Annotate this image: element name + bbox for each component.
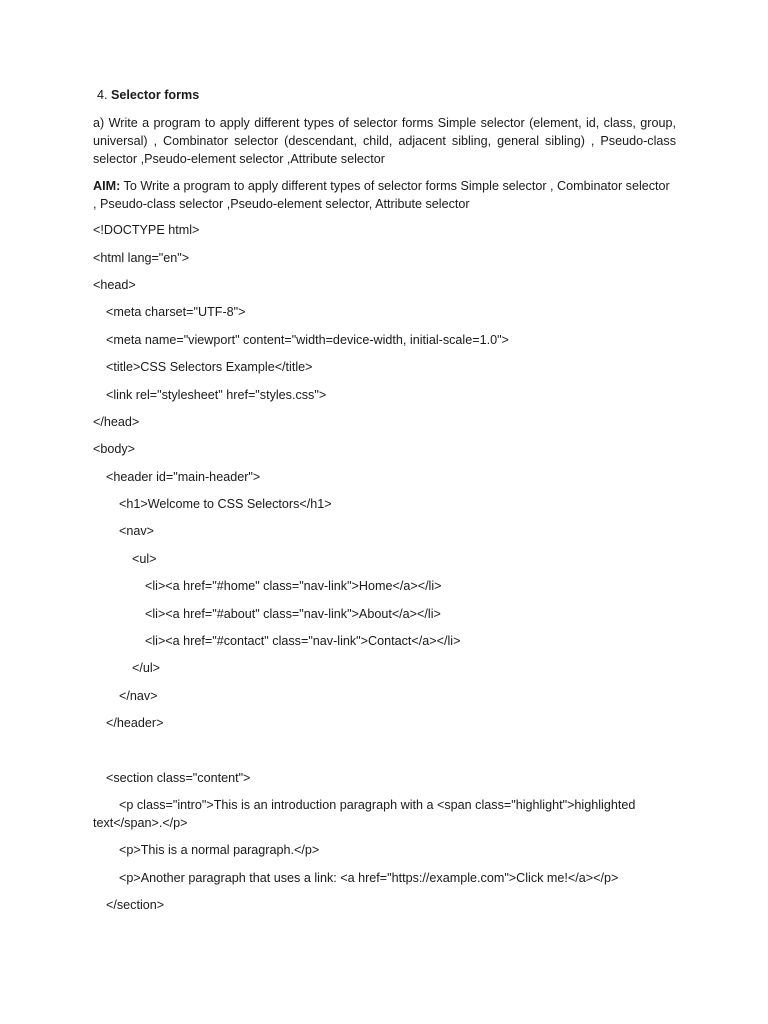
code-line: </header> xyxy=(106,716,164,730)
code-line: <p>This is a normal paragraph.</p> xyxy=(119,843,320,857)
code-line: <!DOCTYPE html> xyxy=(93,223,200,237)
code-line: <meta name="viewport" content="width=device-width, initial-scale=1.0"> xyxy=(106,333,509,347)
aim-paragraph xyxy=(93,177,676,213)
aim-label: AIM: xyxy=(93,179,121,193)
question-paragraph: a) Write a program to apply different types of selector forms Simple selector (element, id, class, group, universal) , Combinator selector (descendant, child, adjacent sibling, general sibling) , Pseudo-class selector ,Pseudo-element selector ,Attribute selector xyxy=(93,116,676,166)
code-line: <h1>Welcome to CSS Selectors</h1> xyxy=(119,497,332,511)
code-line: </nav> xyxy=(119,689,158,703)
code-line: <li><a href="#home" class="nav-link">Home</a></li> xyxy=(145,579,442,593)
code-line: </ul> xyxy=(132,661,161,675)
code-line: <ul> xyxy=(132,552,157,566)
code-line: <section class="content"> xyxy=(106,771,251,785)
code-line: <head> xyxy=(93,278,136,292)
code-line: <meta charset="UTF-8"> xyxy=(106,305,246,319)
code-line: <body> xyxy=(93,442,136,456)
code-line: <link rel="stylesheet" href="styles.css"> xyxy=(106,388,327,402)
section-number: 4. xyxy=(97,88,108,102)
aim-text: To Write a program to apply different types of selector forms Simple selector , Combinator selector , Pseudo-class selector ,Pseudo-element selector, Attribute selector xyxy=(93,179,670,211)
section-title: Selector forms xyxy=(111,88,200,102)
code-line: <nav> xyxy=(119,524,155,538)
code-line: <p class="intro">This is an introduction paragraph with a <span class="highlight">highlighted text</span>.</p> xyxy=(93,798,636,830)
code-line: </section> xyxy=(106,898,165,912)
code-line: <li><a href="#contact" class="nav-link">Contact</a></li> xyxy=(145,634,461,648)
code-line: <p>Another paragraph that uses a link: <a href="https://example.com">Click me!</a></p> xyxy=(119,871,619,885)
code-line: <li><a href="#about" class="nav-link">About</a></li> xyxy=(145,607,441,621)
code-line: </head> xyxy=(93,415,140,429)
code-line: <html lang="en"> xyxy=(93,251,190,265)
code-line: <header id="main-header"> xyxy=(106,470,261,484)
code-line: <title>CSS Selectors Example</title> xyxy=(106,360,313,374)
section-heading xyxy=(97,86,680,104)
